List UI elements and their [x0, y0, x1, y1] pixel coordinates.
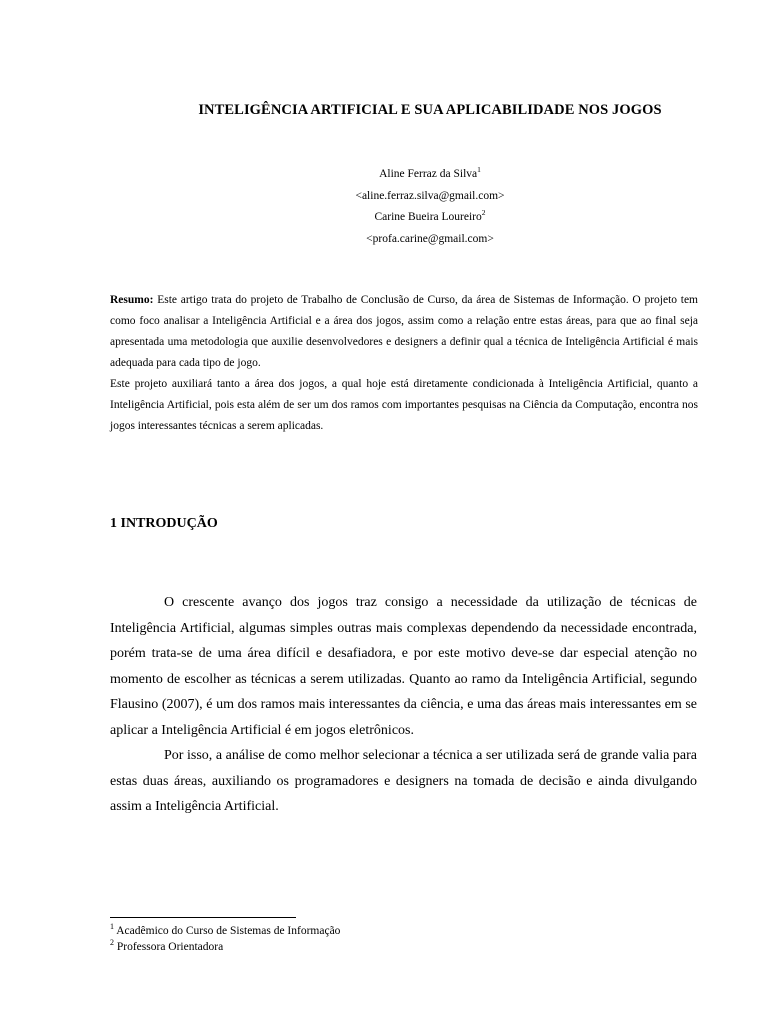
footnote-1-mark: 1: [110, 922, 114, 932]
footnote-divider: [110, 917, 296, 918]
footnote-1: [110, 924, 340, 940]
body-paragraph-1: O crescente avanço dos jogos traz consigo a necessidade da utilização de técnicas de Inteligência Artificial, algumas simples outras mais complexas dependendo da necessidade encontrada, porém trata-se de uma área difícil e desafiadora, e por este motivo deve-se dar especial atenção no momento de escolher as técnicas a serem utilizadas. Quanto ao ramo da Inteligência Artificial, segundo Flausino (2007), é um dos ramos mais interessantes da ciência, e uma das áreas mais interessantes em se aplicar a Inteligência Artificial é em jogos eletrônicos.: [110, 595, 697, 738]
author-2-footnote-mark: 2: [481, 208, 486, 218]
abstract-label: Resumo:: [110, 294, 154, 306]
author-2-email: <profa.carine@gmail.com>: [366, 232, 494, 245]
footnote-2-mark: 2: [110, 937, 114, 947]
abstract-paragraph-2: Este projeto auxiliará tanto a área dos jogos, a qual hoje está diretamente condicionada à Inteligência Artificial, quanto a Inteligência Artificial, pois esta além de ser um dos ramos com importantes pesquisas na Ciência da Computação, encontra nos jogos interessantes técnicas a serem aplicadas.: [110, 378, 698, 432]
abstract-text-1: Este artigo trata do projeto de Trabalho de Conclusão de Curso, da área de Sistemas de Informação. O projeto tem como foco analisar a Inteligência Artificial e a área dos jogos, assim como a relação entre estas áreas, para que ao final seja apresentada uma metodologia que auxilie desenvolvedores e designers a definir qual a técnica de Inteligência Artificial é mais adequada para cada tipo de jogo.: [110, 294, 699, 369]
author-2-name: Carine Bueira Loureiro: [374, 211, 482, 223]
author-1-email: <aline.ferraz.silva@gmail.com>: [355, 189, 505, 202]
footnote-1-text: Acadêmico do Curso de Sistemas de Informação: [116, 925, 341, 937]
author-1: [110, 164, 750, 186]
author-1-name: Aline Ferraz da Silva: [379, 168, 478, 180]
section-heading: 1 INTRODUÇÃO: [110, 516, 218, 531]
footnotes: [110, 924, 340, 955]
author-block: [110, 164, 750, 250]
section-body: [110, 590, 697, 820]
abstract: [110, 290, 698, 437]
paper-title: INTELIGÊNCIA ARTIFICIAL E SUA APLICABILIDADE NOS JOGOS: [198, 102, 662, 118]
footnote-2: [110, 937, 340, 956]
footnote-2-text: Professora Orientadora: [116, 940, 224, 953]
author-2: [110, 207, 750, 229]
abstract-paragraph-1: [110, 290, 698, 374]
author-1-footnote-mark: 1: [477, 165, 481, 175]
body-paragraph-2: Por isso, a análise de como melhor selecionar a técnica a ser utilizada será de grande valia para estas duas áreas, auxiliando os programadores e designers na tomada de decisão e ainda divulgando assim a Inteligência Artificial.: [110, 748, 697, 814]
